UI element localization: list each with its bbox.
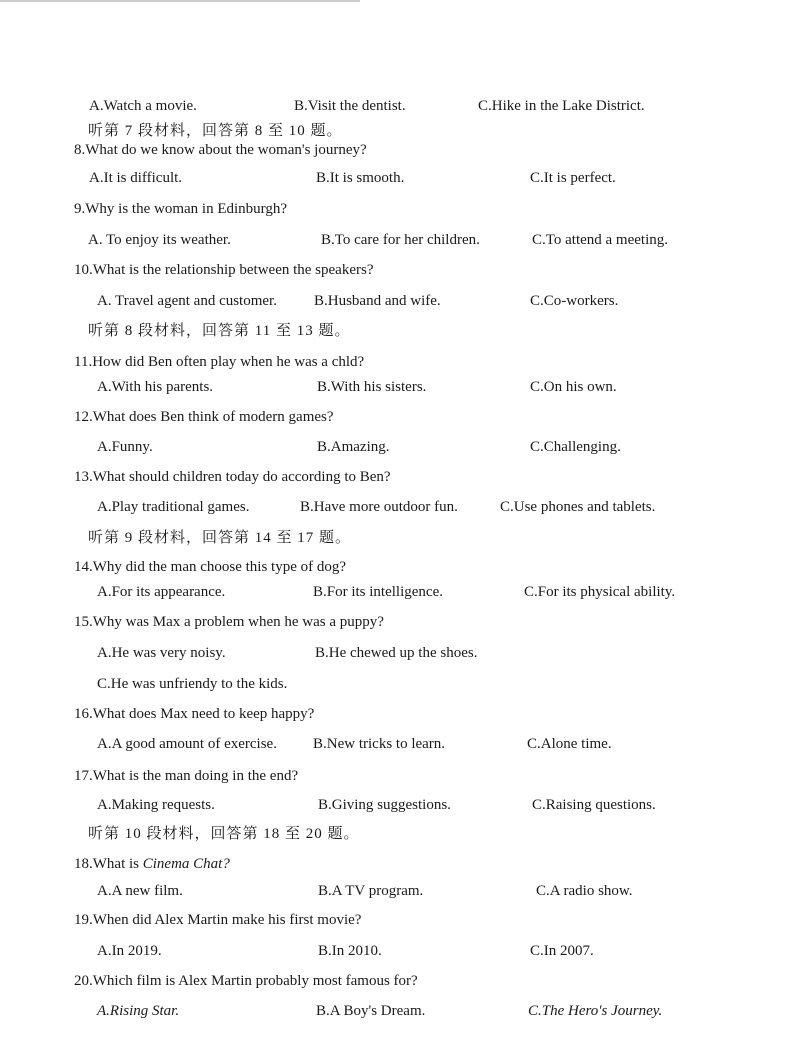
q19-option-b: B.In 2010. — [318, 943, 382, 959]
q18-stem — [74, 855, 230, 873]
q16-option-c: C.Alone time. — [527, 736, 612, 752]
q19-option-c: C.In 2007. — [530, 943, 594, 959]
scan-edge-line — [0, 0, 360, 2]
q20-option-a: A.Rising Star. — [97, 1003, 180, 1019]
q16-stem: 16.What does Max need to keep happy? — [74, 706, 315, 722]
q9-option-c: C.To attend a meeting. — [532, 232, 668, 248]
q11-option-a: A.With his parents. — [97, 379, 214, 395]
q10-stem: 10.What is the relationship between the speakers? — [74, 262, 374, 278]
q9-option-b: B.To care for her children. — [321, 232, 480, 248]
q13-option-b: B.Have more outdoor fun. — [300, 499, 458, 515]
q18-stem-text: 18.What is — [74, 856, 143, 872]
q9-stem: 9.Why is the woman in Edinburgh? — [74, 201, 288, 217]
q16-option-a: A.A good amount of exercise. — [97, 736, 277, 752]
section-9-instruction: 听第 9 段材料，回答第 14 至 17 题。 — [88, 530, 352, 546]
q20-option-c: C.The Hero's Journey. — [528, 1003, 663, 1019]
q19-stem: 19.When did Alex Martin make his first movie? — [74, 912, 362, 928]
q14-option-a: A.For its appearance. — [97, 584, 226, 600]
q15-stem: 15.Why was Max a problem when he was a puppy? — [74, 614, 384, 630]
q18-option-c: C.A radio show. — [536, 883, 633, 899]
q8-option-b: B.It is smooth. — [316, 170, 405, 186]
q15-option-b: B.He chewed up the shoes. — [315, 645, 478, 661]
q15-option-a: A.He was very noisy. — [97, 645, 226, 661]
q9-option-a: A. To enjoy its weather. — [88, 232, 231, 248]
q12-option-c: C.Challenging. — [530, 439, 621, 455]
q18-option-a: A.A new film. — [97, 883, 183, 899]
q14-option-c: C.For its physical ability. — [524, 584, 676, 600]
q12-option-b: B.Amazing. — [317, 439, 390, 455]
q7-option-a: A.Watch a movie. — [89, 98, 197, 114]
section-7-instruction: 听第 7 段材料，回答第 8 至 10 题。 — [88, 123, 343, 139]
q17-option-c: C.Raising questions. — [532, 797, 656, 813]
q10-option-c: C.Co-workers. — [530, 293, 619, 309]
q13-stem: 13.What should children today do according to Ben? — [74, 469, 391, 485]
q17-option-b: B.Giving suggestions. — [318, 797, 451, 813]
q20-stem: 20.Which film is Alex Martin probably most famous for? — [74, 973, 418, 989]
q8-stem: 8.What do we know about the woman's journey? — [74, 142, 367, 158]
q16-option-b: B.New tricks to learn. — [313, 736, 446, 752]
q7-option-c: C.Hike in the Lake District. — [478, 98, 645, 114]
q14-stem: 14.Why did the man choose this type of dog? — [74, 559, 347, 575]
q19-option-a: A.In 2019. — [97, 943, 162, 959]
section-10-instruction: 听第 10 段材料，回答第 18 至 20 题。 — [88, 826, 360, 842]
q11-option-c: C.On his own. — [530, 379, 617, 395]
q12-option-a: A.Funny. — [97, 439, 153, 455]
q11-option-b: B.With his sisters. — [317, 379, 427, 395]
q17-stem: 17.What is the man doing in the end? — [74, 768, 299, 784]
section-8-instruction: 听第 8 段材料，回答第 11 至 13 题。 — [88, 323, 351, 339]
q18-option-b: B.A TV program. — [318, 883, 424, 899]
q15-option-c: C.He was unfriendy to the kids. — [97, 676, 288, 692]
q13-option-c: C.Use phones and tablets. — [500, 499, 656, 515]
q13-option-a: A.Play traditional games. — [97, 499, 250, 515]
q8-option-a: A.It is difficult. — [89, 170, 183, 186]
q8-option-c: C.It is perfect. — [530, 170, 616, 186]
q14-option-b: B.For its intelligence. — [313, 584, 443, 600]
q17-option-a: A.Making requests. — [97, 797, 215, 813]
q10-option-a: A. Travel agent and customer. — [97, 293, 277, 309]
q12-stem: 12.What does Ben think of modern games? — [74, 409, 334, 425]
q11-stem: 11.How did Ben often play when he was a chld? — [74, 354, 365, 370]
q20-option-b: B.A Boy's Dream. — [316, 1003, 426, 1019]
q7-option-b: B.Visit the dentist. — [294, 98, 406, 114]
q10-option-b: B.Husband and wife. — [314, 293, 441, 309]
q18-program-title: Cinema Chat? — [142, 856, 230, 872]
